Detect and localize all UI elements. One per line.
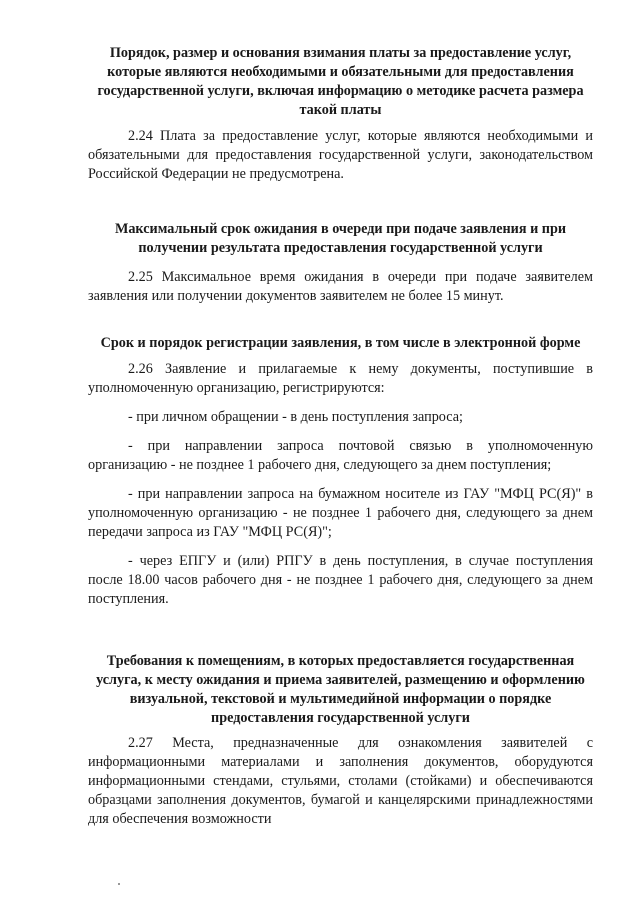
paragraph-2-26: 2.26 Заявление и прилагаемые к нему документы, поступившие в уполномоченную организацию, регистрируются: bbox=[88, 361, 593, 396]
document-body bbox=[88, 44, 593, 829]
paragraph-2-27: 2.27 Места, предназначенные для ознакомления заявителей с информационными материалами и заполнения документов, оборудуются информационными стендами, стульями, столами (стойками) и обеспечиваются образцами заполнения документов, бумагой и канцелярскими принадлежностями для обеспечения возможности bbox=[88, 735, 593, 827]
section-heading-fee: Порядок, размер и основания взимания платы за предоставление услуг, которые являются необходимыми и обязательными для предоставления государственной услуги, включая информацию о методике расчета размера такой платы bbox=[97, 45, 584, 118]
list-item-epgu: - через ЕПГУ и (или) РПГУ в день поступления, в случае поступления после 18.00 часов рабочего дня - не позднее 1 рабочего дня, следующего за днем поступления. bbox=[88, 553, 593, 607]
section-heading-registration: Срок и порядок регистрации заявления, в том числе в электронной форме bbox=[100, 335, 581, 351]
list-item-mfc: - при направлении запроса на бумажном носителе из ГАУ "МФЦ РС(Я)" в уполномоченную организацию - не позднее 1 рабочего дня, следующего за днем передачи запроса из ГАУ "МФЦ РС(Я)"; bbox=[88, 486, 593, 540]
paragraph-2-25: 2.25 Максимальное время ожидания в очереди при подаче заявителем заявления или получении документов заявителем не более 15 минут. bbox=[88, 269, 593, 304]
section-heading-premises: Требования к помещениям, в которых предоставляется государственная услуга, к месту ожидания и приема заявителей, размещению и оформлению визуальной, текстовой и мультимедийной информации о порядке предоставления государственной услуги bbox=[96, 653, 585, 726]
list-item-mail: - при направлении запроса почтовой связью в уполномоченную организацию - не позднее 1 рабочего дня, следующего за днем поступления; bbox=[88, 438, 593, 473]
list-item-personal: - при личном обращении - в день поступления запроса; bbox=[128, 409, 463, 425]
section-heading-queue: Максимальный срок ожидания в очереди при подаче заявления и при получении результата предоставления государственной услуги bbox=[114, 221, 567, 256]
scan-speck bbox=[118, 883, 120, 885]
paragraph-2-24: 2.24 Плата за предоставление услуг, которые являются необходимыми и обязательными для предоставления государственной услуги, законодательством Российской Федерации не предусмотрена. bbox=[88, 128, 593, 182]
